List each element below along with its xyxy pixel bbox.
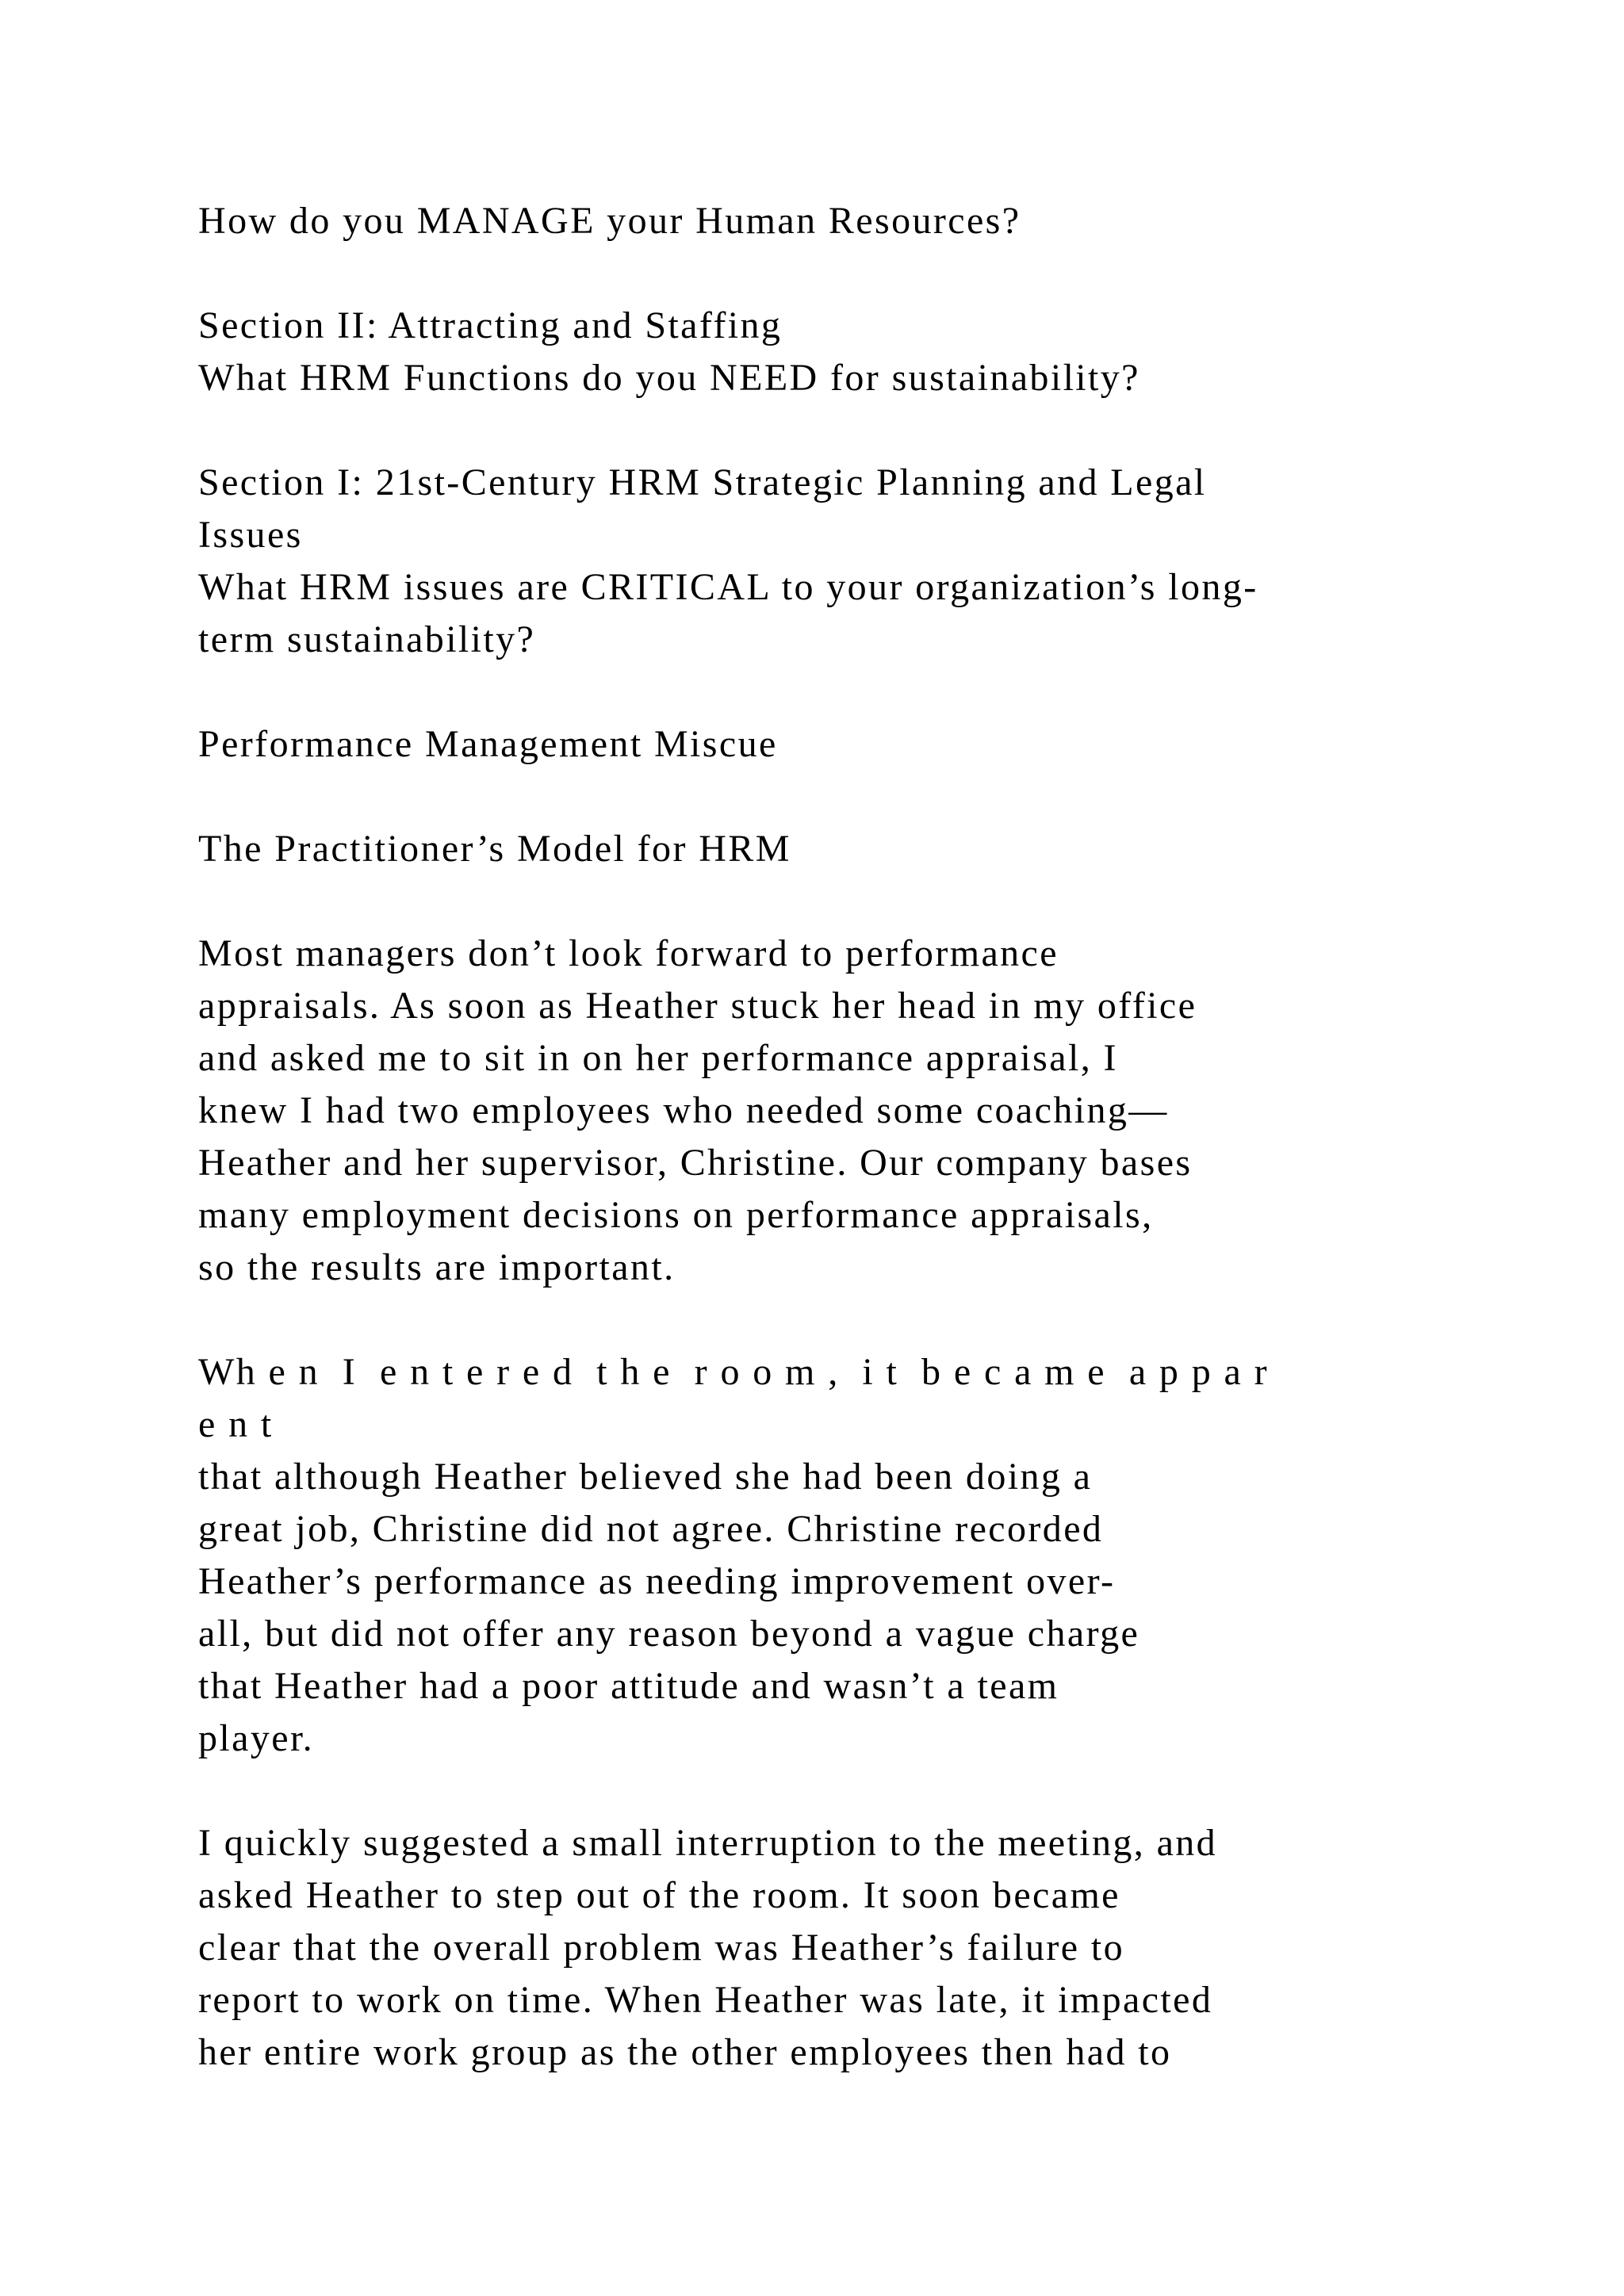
paragraph-2-line: great job, Christine did not agree. Christine recorded	[198, 1508, 1104, 1550]
paragraph-1-line: appraisals. As soon as Heather stuck her head in my office	[198, 985, 1197, 1027]
blank-line	[198, 771, 1499, 823]
paragraph-1-line: Most managers don’t look forward to performance	[198, 932, 1059, 974]
paragraph-3-line: I quickly suggested a small interruption to the meeting, and	[198, 1822, 1218, 1864]
case-title: Performance Management Miscue	[198, 723, 778, 765]
section-1-question-cont: term sustainability?	[198, 618, 536, 660]
paragraph-1-line: and asked me to sit in on her performance appraisal, I	[198, 1037, 1118, 1079]
paragraph-1-line: many employment decisions on performance appraisals,	[198, 1194, 1154, 1236]
paragraph-2-line: all, but did not offer any reason beyond a vague charge	[198, 1613, 1140, 1655]
model-title: The Practitioner’s Model for HRM	[198, 828, 791, 870]
blank-line	[198, 1765, 1499, 1817]
section-2-title: Section II: Attracting and Staffing	[198, 304, 783, 346]
paragraph-2-line: that although Heather believed she had been doing a	[198, 1456, 1093, 1498]
page-heading: How do you MANAGE your Human Resources?	[198, 200, 1021, 242]
paragraph-2-line: Heather’s performance as needing improvement over-	[198, 1560, 1116, 1602]
blank-line	[198, 1294, 1499, 1346]
paragraph-2-line: that Heather had a poor attitude and wasn’t a team	[198, 1665, 1059, 1707]
paragraph-1-line: knew I had two employees who needed some coaching—	[198, 1089, 1169, 1131]
section-1-title-cont: Issues	[198, 514, 303, 556]
blank-line	[198, 247, 1499, 300]
paragraph-2-line: Wh e n I e n t e r e d t h e r o o m , i t b e c a m e a p p a r	[198, 1351, 1270, 1393]
section-1-question: What HRM issues are CRITICAL to your organization’s long-	[198, 566, 1258, 608]
blank-line	[198, 875, 1499, 928]
section-1-title: Section I: 21st-Century HRM Strategic Planning and Legal	[198, 461, 1207, 503]
paragraph-2-line: e n t	[198, 1403, 274, 1445]
paragraph-3-line: clear that the overall problem was Heather’s failure to	[198, 1927, 1125, 1969]
paragraph-3-line: asked Heather to step out of the room. It soon became	[198, 1874, 1120, 1916]
paragraph-3-line: report to work on time. When Heather was late, it impacted	[198, 1979, 1213, 2021]
paragraph-1-line: so the results are important.	[198, 1246, 676, 1288]
document-body	[198, 195, 1499, 2079]
paragraph-2-line: player.	[198, 1717, 315, 1759]
paragraph-3-line: her entire work group as the other employees then had to	[198, 2031, 1172, 2073]
blank-line	[198, 666, 1499, 718]
blank-line	[198, 404, 1499, 457]
section-2-question: What HRM Functions do you NEED for sustainability?	[198, 357, 1140, 399]
paragraph-1-line: Heather and her supervisor, Christine. Our company bases	[198, 1142, 1193, 1184]
